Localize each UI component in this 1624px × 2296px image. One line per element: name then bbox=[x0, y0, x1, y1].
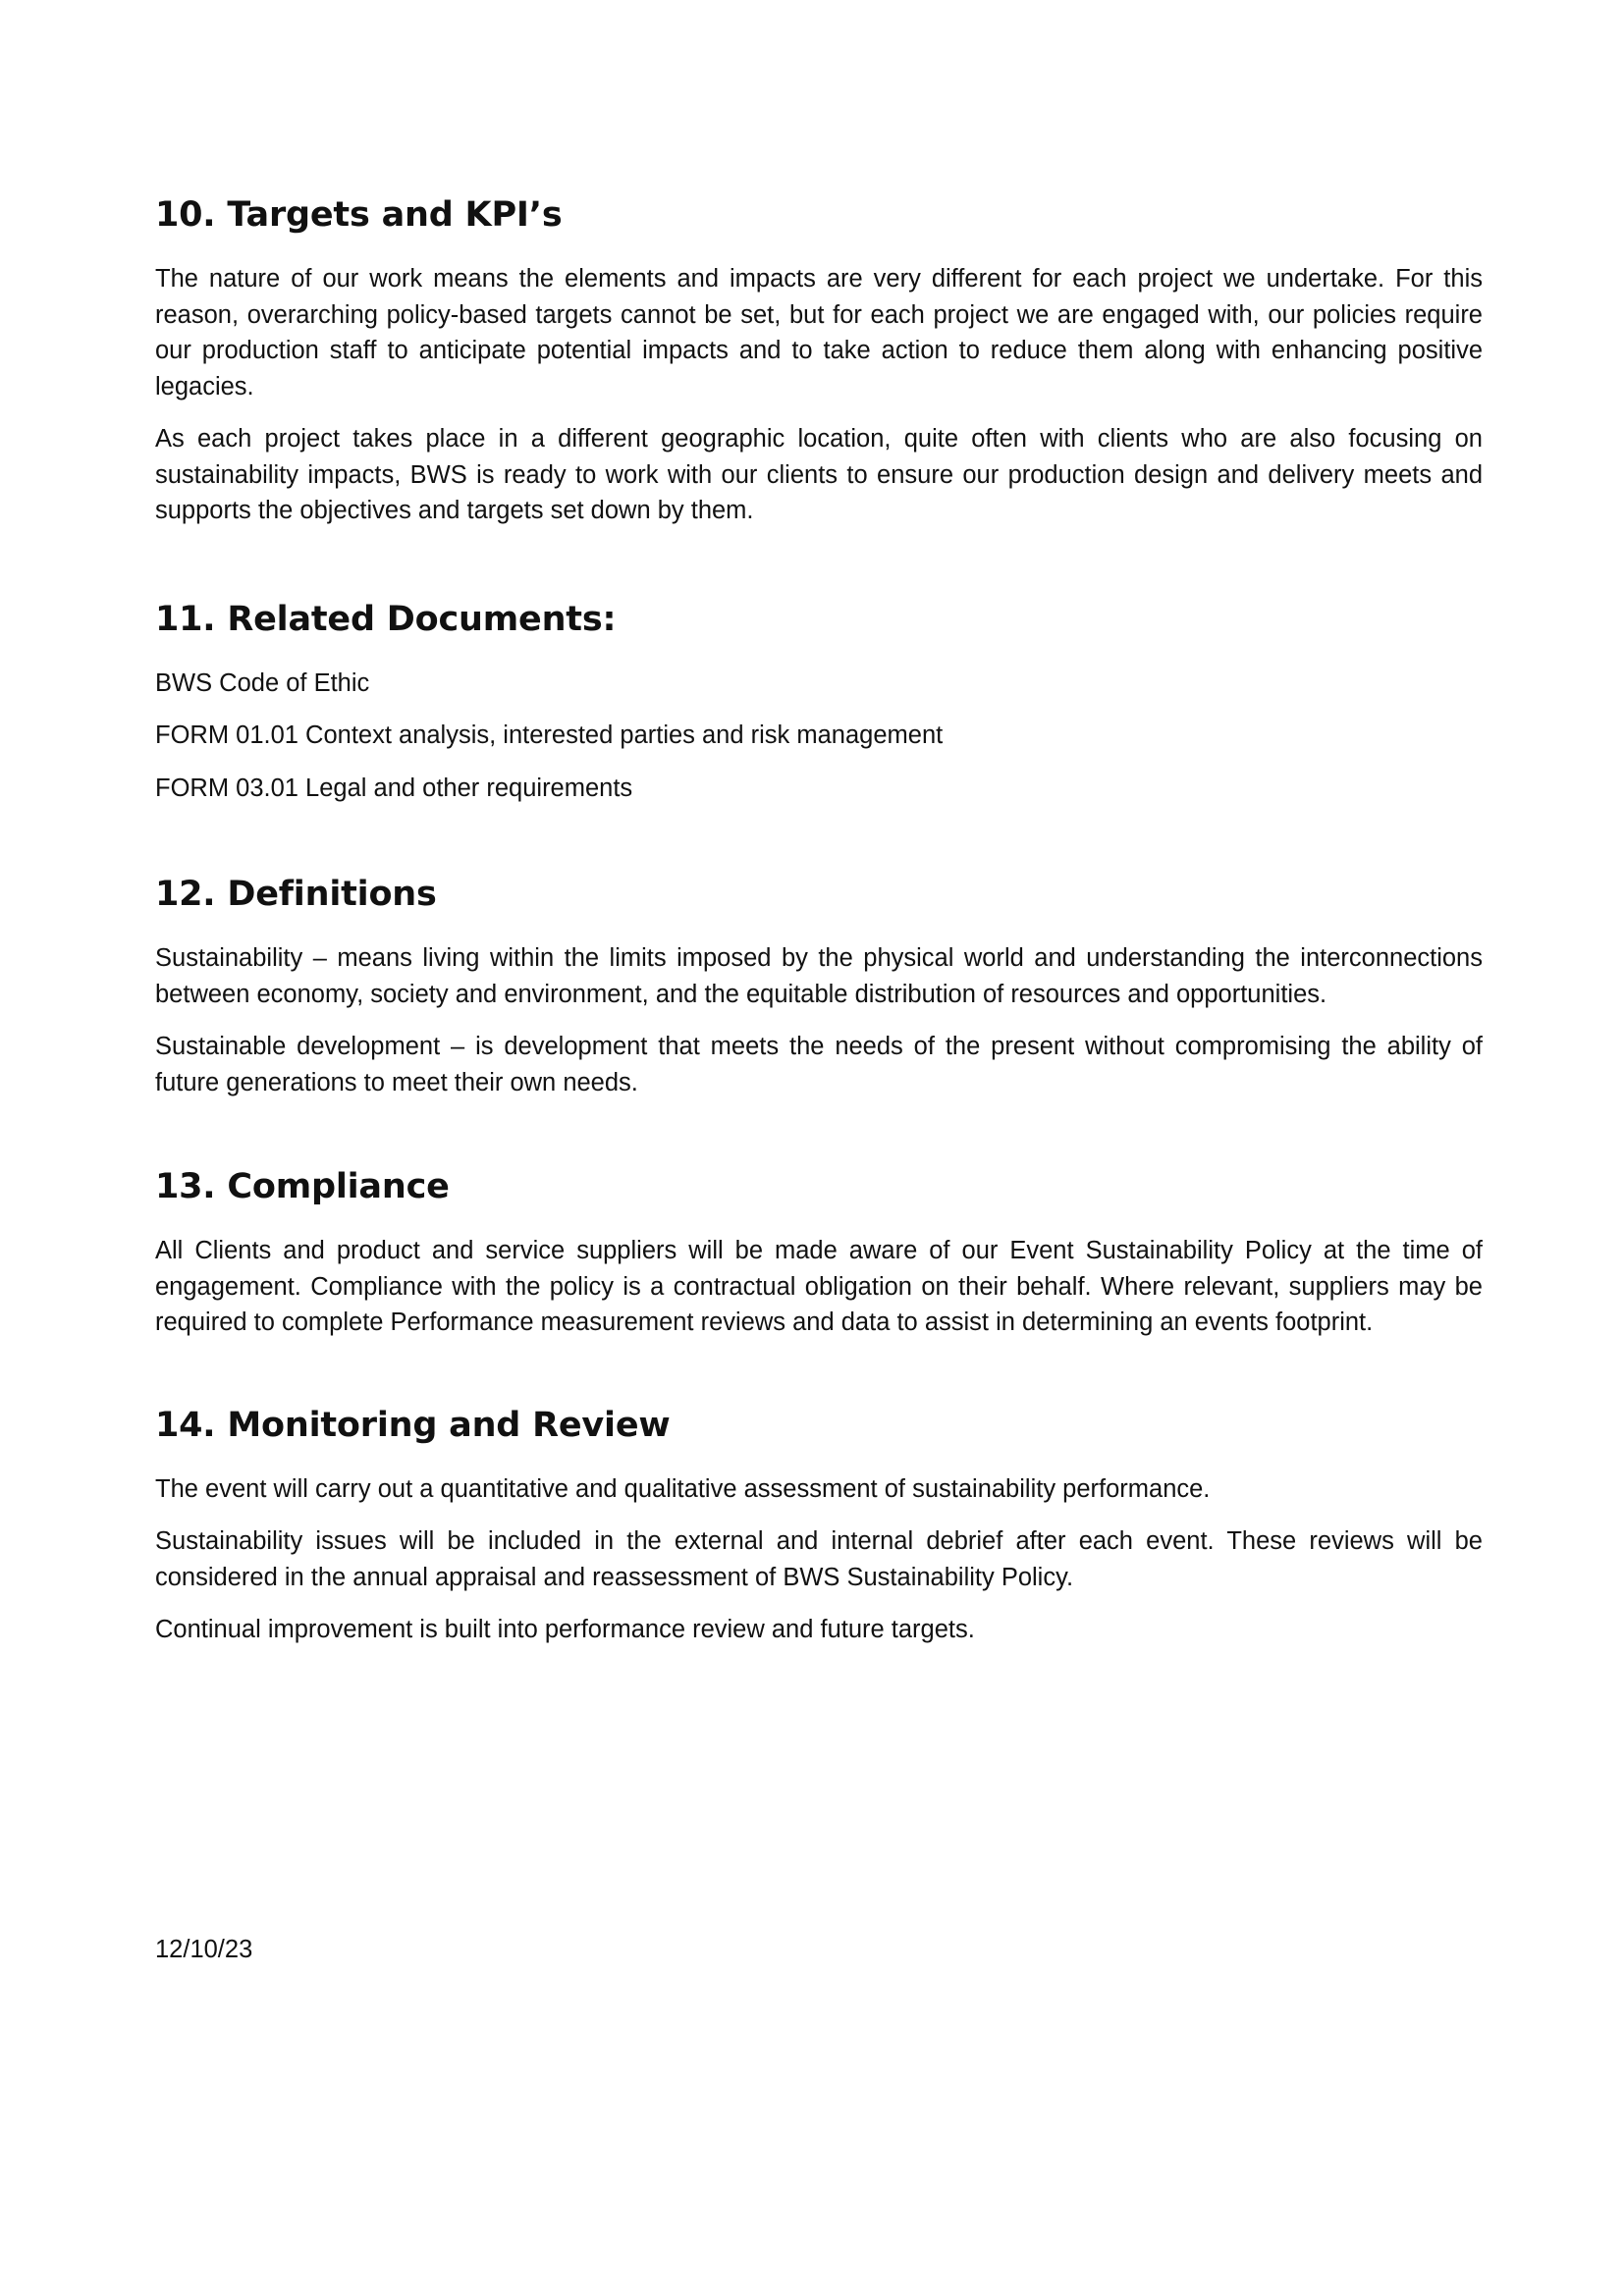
paragraph: Continual improvement is built into performance review and future targets. bbox=[155, 1616, 975, 1643]
document-date: 12/10/23 bbox=[155, 1936, 253, 1963]
paragraph: Sustainability – means living within the limits imposed by the physical world and understanding the interconnections between economy, society and environment, and the equitable distribution of resources and opportunities. bbox=[155, 944, 1483, 1008]
section-definitions bbox=[155, 872, 1483, 1100]
document-reference: FORM 01.01 Context analysis, interested parties and risk management bbox=[155, 721, 944, 749]
paragraph: The nature of our work means the elements and impacts are very different for each project we undertake. For this reason, overarching policy-based targets cannot be set, but for each project we are engaged with, our policies require our production staff to anticipate potential impacts and to take action to reduce them along with enhancing positive legacies. bbox=[155, 265, 1483, 400]
section-compliance bbox=[155, 1164, 1483, 1341]
paragraph: The event will carry out a quantitative and qualitative assessment of sustainability performance. bbox=[155, 1474, 1211, 1503]
paragraph: As each project takes place in a different geographic location, quite often with clients who are also focusing on sustainability impacts, BWS is ready to work with our clients to ensure our production design and delivery meets and supports the objectives and targets set down by them. bbox=[155, 425, 1483, 524]
document-reference: FORM 03.01 Legal and other requirements bbox=[155, 774, 633, 802]
section-monitoring-review bbox=[155, 1403, 1483, 1648]
document-reference: BWS Code of Ethic bbox=[155, 668, 370, 697]
paragraph: Sustainability issues will be included in the external and internal debrief after each event. These reviews will be considered in the annual appraisal and reassessment of BWS Sustainability Policy. bbox=[155, 1527, 1483, 1591]
paragraph: Sustainable development – is development that meets the needs of the present without compromising the ability of future generations to meet their own needs. bbox=[155, 1033, 1483, 1096]
section-heading: 10. Targets and KPI’s bbox=[155, 195, 563, 235]
paragraph: All Clients and product and service suppliers will be made aware of our Event Sustainability Policy at the time of engagement. Compliance with the policy is a contractual obligation on their behalf. Where relevant, suppliers may be required to complete Performance measurement reviews and data to assist in determining an events footprint. bbox=[155, 1237, 1483, 1336]
section-heading: 14. Monitoring and Review bbox=[155, 1405, 671, 1445]
section-related-documents bbox=[155, 597, 1483, 807]
section-targets-kpis bbox=[155, 192, 1483, 529]
section-heading: 12. Definitions bbox=[155, 875, 437, 914]
document-page bbox=[155, 192, 1483, 1665]
section-heading: 13. Compliance bbox=[155, 1167, 450, 1206]
section-heading: 11. Related Documents: bbox=[155, 599, 617, 639]
